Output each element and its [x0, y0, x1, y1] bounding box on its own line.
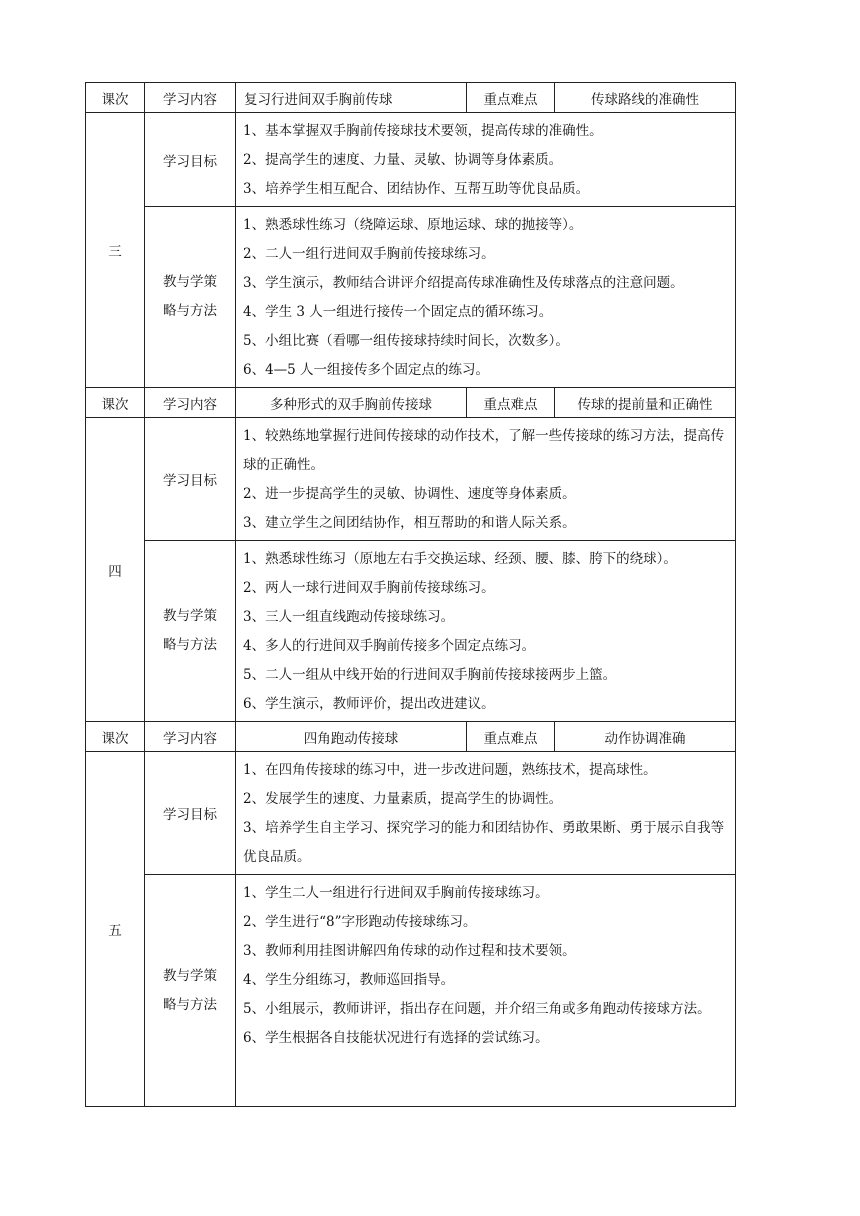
method-item: 4、多人的行进间双手胸前传接多个固定点练习。 — [243, 638, 536, 654]
lesson-key-point: 传球的提前量和正确性 — [555, 388, 736, 418]
method-item: 6、学生演示，教师评价，提出改进建议。 — [243, 696, 495, 712]
objective-item: 2、发展学生的速度、力量素质，提高学生的协调性。 — [243, 791, 563, 807]
key-point-label: 重点难点 — [467, 388, 555, 418]
objectives-row — [86, 752, 736, 875]
method-item: 2、二人一组行进间双手胸前传接球练习。 — [243, 246, 495, 262]
objective-item: 1、基本掌握双手胸前传接球技术要领，提高传球的准确性。 — [243, 123, 603, 139]
method-item: 4、学生 3 人一组进行接传一个固定点的循环练习。 — [243, 304, 553, 320]
methods-row — [86, 207, 736, 388]
methods-row — [86, 875, 736, 1107]
content-label: 学习内容 — [145, 83, 236, 113]
lesson-header-row — [86, 388, 736, 418]
objective-item: 2、进一步提高学生的灵敏、协调性、速度等身体素质。 — [243, 486, 576, 502]
methods-label-line: 略与方法 — [163, 996, 217, 1013]
methods-row — [86, 541, 736, 722]
objectives-cell — [236, 418, 736, 541]
methods-label — [145, 207, 236, 388]
objectives-row — [86, 418, 736, 541]
lesson-key-point: 动作协调准确 — [555, 722, 736, 752]
method-item: 1、熟悉球性练习（绕障运球、原地运球、球的抛接等）。 — [243, 217, 583, 233]
methods-label-line: 教与学策 — [163, 274, 217, 290]
objective-item: 1、在四角传接球的练习中，进一步改进问题，熟练技术，提高球性。 — [243, 762, 657, 778]
method-item: 1、学生二人一组进行行进间双手胸前传接球练习。 — [243, 885, 549, 901]
method-item: 1、熟悉球性练习（原地左右手交换运球、经颈、腰、膝、胯下的绕球）。 — [243, 551, 677, 567]
objective-item: 3、培养学生自主学习、探究学习的能力和团结协作、勇敢果断、勇于展示自我等优良品质。 — [243, 820, 725, 865]
method-item: 2、学生进行“8”字形跑动传接球练习。 — [243, 914, 477, 930]
objectives-label: 学习目标 — [145, 113, 236, 207]
lesson-label: 课次 — [86, 83, 145, 113]
method-item: 6、4—5 人一组接传多个固定点的练习。 — [243, 362, 490, 378]
lesson-label: 课次 — [86, 722, 145, 752]
method-item: 5、二人一组从中线开始的行进间双手胸前传接球接两步上篮。 — [243, 667, 617, 683]
lesson-topic: 复习行进间双手胸前传球 — [236, 83, 467, 113]
methods-label — [145, 875, 236, 1107]
method-item: 5、小组比赛（看哪一组传接球持续时间长，次数多）。 — [243, 333, 569, 349]
lesson-number: 五 — [86, 752, 145, 1107]
objectives-label: 学习目标 — [145, 752, 236, 875]
objectives-row — [86, 113, 736, 207]
lesson-number: 四 — [86, 418, 145, 722]
lesson-number: 三 — [86, 113, 145, 388]
objective-item: 3、培养学生相互配合、团结协作、互帮互助等优良品质。 — [243, 181, 590, 197]
lesson-topic: 四角跑动传接球 — [236, 722, 467, 752]
lesson-label: 课次 — [86, 388, 145, 418]
key-point-label: 重点难点 — [467, 83, 555, 113]
lesson-key-point: 传球路线的准确性 — [555, 83, 736, 113]
objectives-cell — [236, 752, 736, 875]
lesson-header-row — [86, 83, 736, 113]
method-item: 5、小组展示，教师讲评，指出存在问题，并介绍三角或多角跑动传接球方法。 — [243, 1001, 711, 1017]
methods-label-line: 略与方法 — [163, 637, 217, 653]
lesson-plan-document — [85, 82, 735, 1107]
methods-cell — [236, 207, 736, 388]
objective-item: 2、提高学生的速度、力量、灵敏、协调等身体素质。 — [243, 152, 563, 168]
methods-label — [145, 541, 236, 722]
objectives-cell — [236, 113, 736, 207]
methods-cell — [236, 541, 736, 722]
method-item: 6、学生根据各自技能状况进行有选择的尝试练习。 — [243, 1030, 549, 1046]
lesson-plan-table — [85, 82, 736, 1107]
objectives-label: 学习目标 — [145, 418, 236, 541]
method-item: 4、学生分组练习，教师巡回指导。 — [243, 972, 455, 988]
method-item: 3、三人一组直线跑动传接球练习。 — [243, 609, 455, 625]
method-item: 2、两人一球行进间双手胸前传接球练习。 — [243, 580, 495, 596]
lesson-header-row — [86, 722, 736, 752]
key-point-label: 重点难点 — [467, 722, 555, 752]
methods-cell — [236, 875, 736, 1107]
objective-item: 1、较熟练地掌握行进间传接球的动作技术，了解一些传接球的练习方法，提高传球的正确性。 — [243, 428, 725, 473]
methods-label-line: 教与学策 — [163, 967, 217, 984]
methods-label-line: 略与方法 — [163, 303, 217, 319]
objective-item: 3、建立学生之间团结协作，相互帮助的和谐人际关系。 — [243, 515, 576, 531]
lesson-topic: 多种形式的双手胸前传接球 — [236, 388, 467, 418]
methods-label-line: 教与学策 — [163, 608, 217, 624]
method-item: 3、学生演示，教师结合讲评介绍提高传球准确性及传球落点的注意问题。 — [243, 275, 684, 291]
content-label: 学习内容 — [145, 722, 236, 752]
content-label: 学习内容 — [145, 388, 236, 418]
method-item: 3、教师利用挂图讲解四角传球的动作过程和技术要领。 — [243, 943, 576, 959]
